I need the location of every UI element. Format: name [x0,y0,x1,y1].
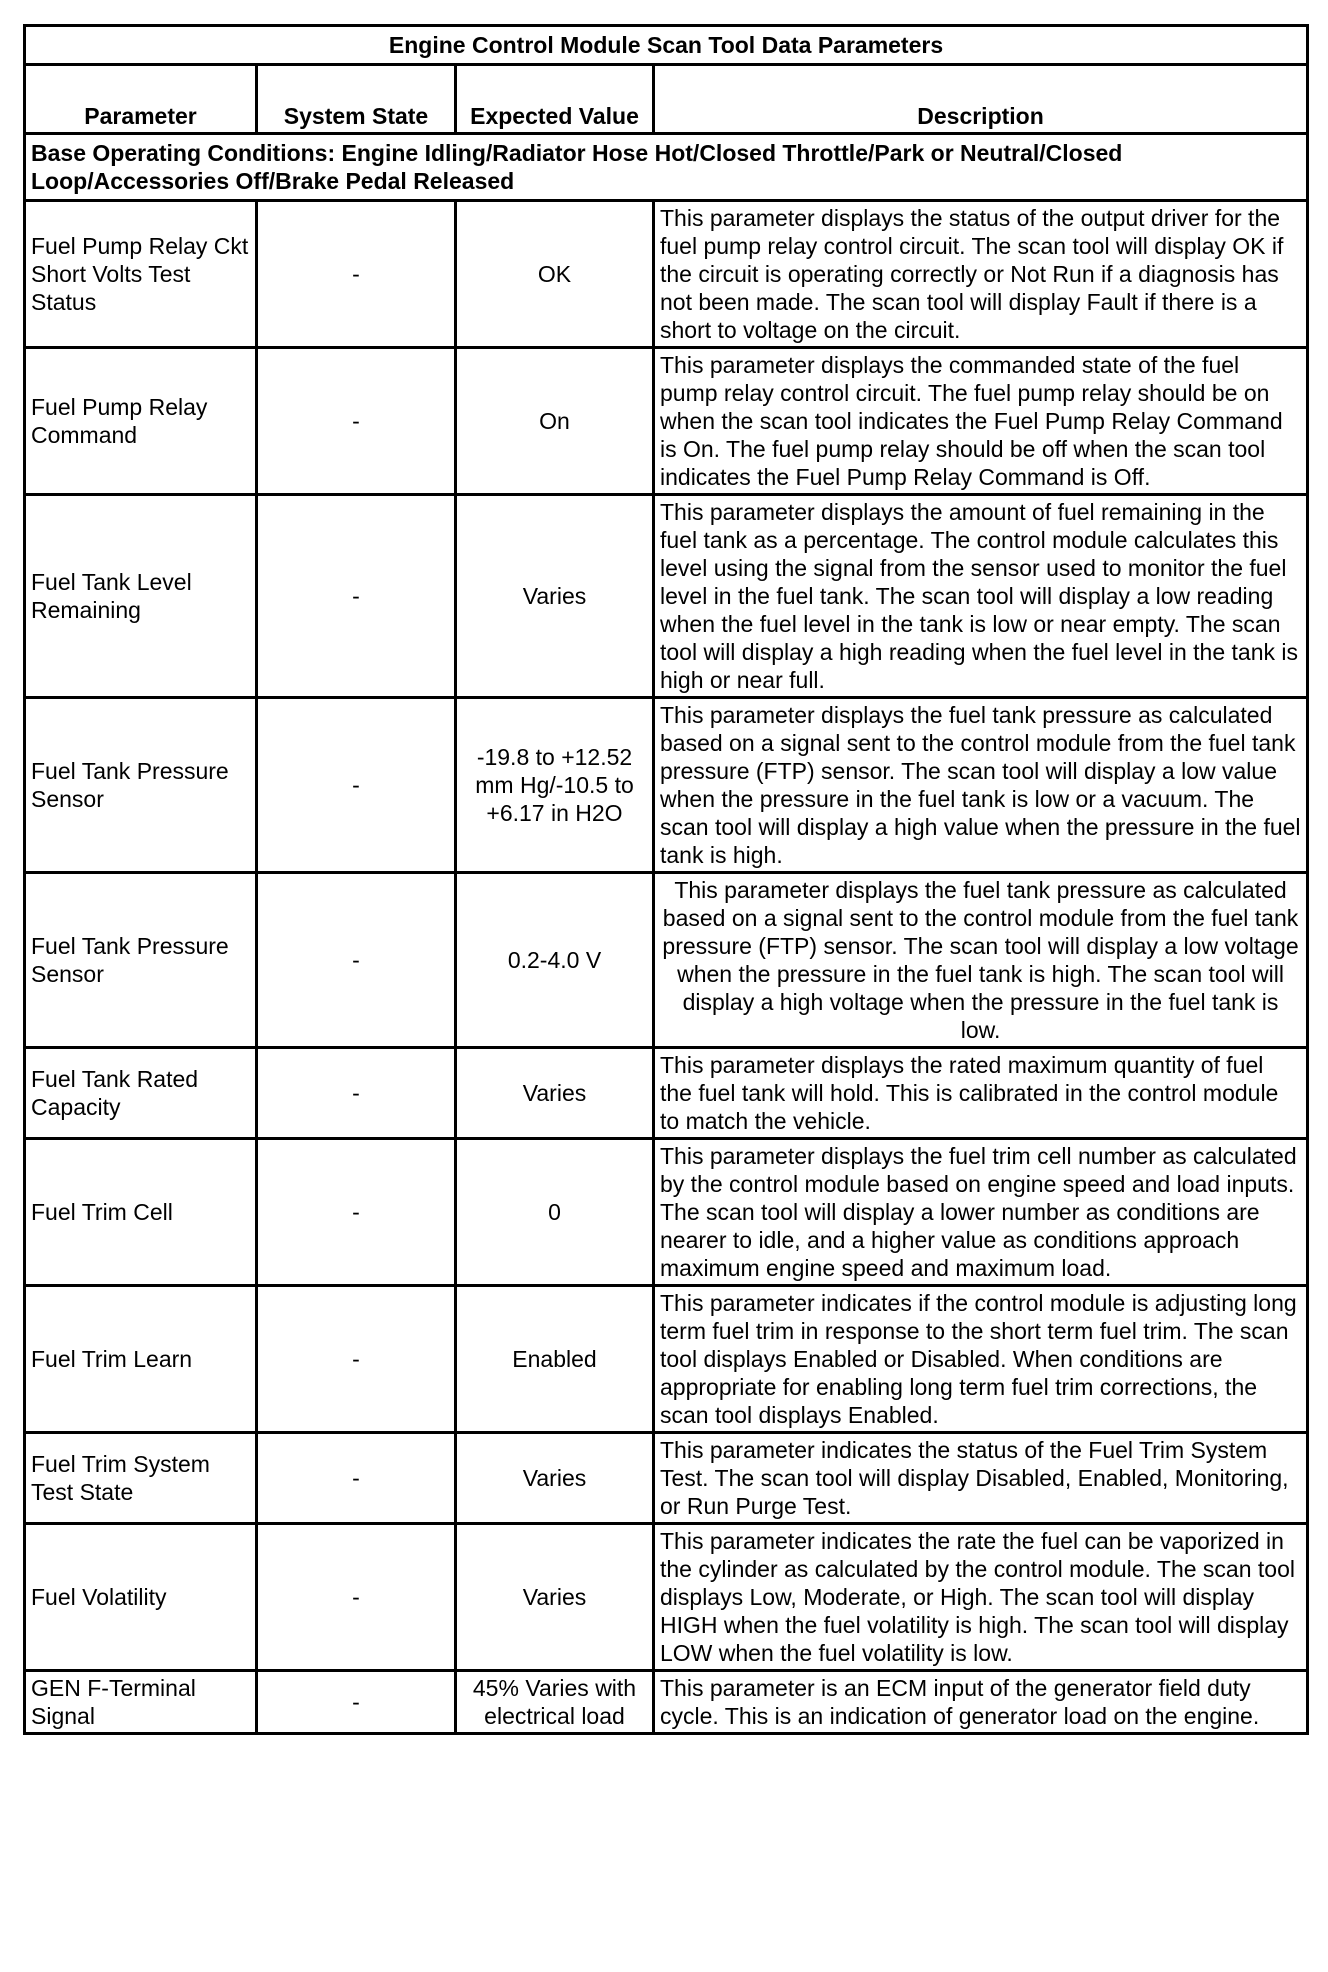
system-state-cell: - [257,1286,456,1433]
expected-value-cell: On [456,348,654,495]
scan-tool-data-table [23,24,1309,1735]
column-header-expected-value: Expected Value [456,65,654,134]
parameter-cell: Fuel Pump Relay Ckt Short Volts Test Status [25,201,257,348]
column-header-description: Description [654,65,1308,134]
base-conditions: Base Operating Conditions: Engine Idling/Radiator Hose Hot/Closed Throttle/Park or Neutral/Closed Loop/Accessories Off/Brake Pedal Released [25,134,1308,201]
system-state-cell: - [257,201,456,348]
system-state-cell: - [257,1139,456,1286]
system-state-cell: - [257,1671,456,1734]
expected-value-cell: Varies [456,1524,654,1671]
description-cell: This parameter is an ECM input of the generator field duty cycle. This is an indication of generator load on the engine. [654,1671,1308,1734]
parameter-cell: Fuel Tank Pressure Sensor [25,873,257,1048]
expected-value-cell: Varies [456,495,654,698]
table-row [25,1524,1308,1671]
expected-value-cell: Enabled [456,1286,654,1433]
parameter-cell: Fuel Tank Level Remaining [25,495,257,698]
expected-value-cell: Varies [456,1048,654,1139]
parameter-cell: Fuel Trim System Test State [25,1433,257,1524]
description-cell: This parameter displays the commanded state of the fuel pump relay control circuit. The fuel pump relay should be on when the scan tool indicates the Fuel Pump Relay Command is On. The fuel pump relay should be off when the scan tool indicates the Fuel Pump Relay Command is Off. [654,348,1308,495]
parameter-cell: Fuel Pump Relay Command [25,348,257,495]
description-cell: This parameter displays the fuel trim cell number as calculated by the control module based on engine speed and load inputs. The scan tool will display a lower number as conditions are nearer to idle, and a higher value as conditions approach maximum engine speed and maximum load. [654,1139,1308,1286]
parameter-cell: Fuel Tank Rated Capacity [25,1048,257,1139]
table-row [25,1139,1308,1286]
expected-value-cell: Varies [456,1433,654,1524]
description-cell: This parameter displays the status of the output driver for the fuel pump relay control circuit. The scan tool will display OK if the circuit is operating correctly or Not Run if a diagnosis has not been made. The scan tool will display Fault if there is a short to voltage on the circuit. [654,201,1308,348]
parameter-cell: Fuel Tank Pressure Sensor [25,698,257,873]
description-cell: This parameter displays the rated maximum quantity of fuel the fuel tank will hold. This is calibrated in the control module to match the vehicle. [654,1048,1308,1139]
system-state-cell: - [257,1048,456,1139]
column-header-parameter: Parameter [25,65,257,134]
table-row [25,1671,1308,1734]
expected-value-cell: 45% Varies with electrical load [456,1671,654,1734]
system-state-cell: - [257,698,456,873]
table-row [25,698,1308,873]
description-cell: This parameter displays the fuel tank pressure as calculated based on a signal sent to the control module from the fuel tank pressure (FTP) sensor. The scan tool will display a low value when the pressure in the fuel tank is low or a vacuum. The scan tool will display a high value when the pressure in the fuel tank is high. [654,698,1308,873]
table-row [25,1286,1308,1433]
system-state-cell: - [257,495,456,698]
base-conditions-row [25,134,1308,201]
expected-value-cell: -19.8 to +12.52 mm Hg/-10.5 to +6.17 in H2O [456,698,654,873]
table-row [25,873,1308,1048]
header-row [25,65,1308,134]
expected-value-cell: 0 [456,1139,654,1286]
system-state-cell: - [257,1524,456,1671]
parameter-cell: GEN F-Terminal Signal [25,1671,257,1734]
description-cell: This parameter indicates the status of the Fuel Trim System Test. The scan tool will display Disabled, Enabled, Monitoring, or Run Purge Test. [654,1433,1308,1524]
table-title: Engine Control Module Scan Tool Data Parameters [25,26,1308,65]
system-state-cell: - [257,348,456,495]
column-header-system-state: System State [257,65,456,134]
title-row [25,26,1308,65]
description-cell: This parameter displays the amount of fuel remaining in the fuel tank as a percentage. The control module calculates this level using the signal from the sensor used to monitor the fuel level in the fuel tank. The scan tool will display a low reading when the fuel level in the tank is low or near empty. The scan tool will display a high reading when the fuel level in the tank is high or near full. [654,495,1308,698]
table-row [25,1433,1308,1524]
expected-value-cell: 0.2-4.0 V [456,873,654,1048]
description-cell: This parameter indicates the rate the fuel can be vaporized in the cylinder as calculated by the control module. The scan tool displays Low, Moderate, or High. The scan tool will display HIGH when the fuel volatility is high. The scan tool will display LOW when the fuel volatility is low. [654,1524,1308,1671]
table-row [25,201,1308,348]
parameter-cell: Fuel Trim Learn [25,1286,257,1433]
description-cell: This parameter indicates if the control module is adjusting long term fuel trim in response to the short term fuel trim. The scan tool displays Enabled or Disabled. When conditions are appropriate for enabling long term fuel trim corrections, the scan tool displays Enabled. [654,1286,1308,1433]
table-row [25,495,1308,698]
parameter-cell: Fuel Volatility [25,1524,257,1671]
table-row [25,1048,1308,1139]
system-state-cell: - [257,873,456,1048]
table-row [25,348,1308,495]
system-state-cell: - [257,1433,456,1524]
description-cell: This parameter displays the fuel tank pressure as calculated based on a signal sent to the control module from the fuel tank pressure (FTP) sensor. The scan tool will display a low voltage when the pressure in the fuel tank is high. The scan tool will display a high voltage when the pressure in the fuel tank is low. [654,873,1308,1048]
parameter-cell: Fuel Trim Cell [25,1139,257,1286]
expected-value-cell: OK [456,201,654,348]
